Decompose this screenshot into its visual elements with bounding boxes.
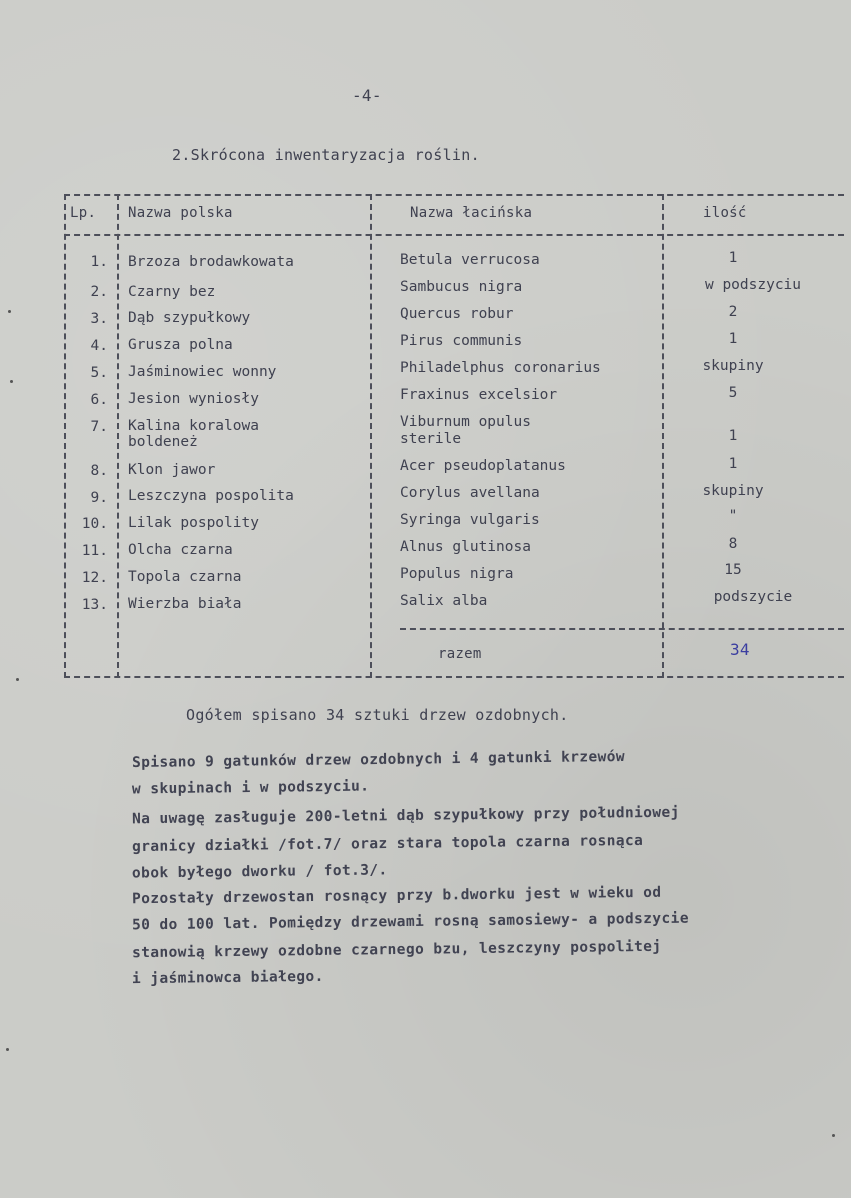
paper-speck [6,1048,9,1051]
row-number: 10. [81,516,108,532]
polish-name: Dąb szypułkowy [128,310,251,326]
polish-name: Leszczyna pospolita [128,488,294,504]
polish-name: Wierzba biała [128,596,242,612]
quantity: 1 [728,250,738,266]
row-number: 9. [90,490,108,506]
latin-name: Syringa vulgaris [400,512,540,528]
column-header-quantity: ilość [703,205,747,221]
row-number: 4. [90,338,108,354]
latin-name: Salix alba [400,593,488,609]
total-label: razem [438,646,482,662]
latin-name-continued: sterile [400,431,462,447]
paragraph-line: Pozostały drzewostan rosnący przy b.dworku jest w wieku od [131,884,662,908]
column-header-polish: Nazwa polska [128,205,233,221]
row-number: 11. [81,543,108,559]
latin-name: Sambucus nigra [400,279,523,295]
latin-name: Alnus glutinosa [400,539,531,555]
polish-name: Kalina koralowa [128,418,259,434]
paper-speck [10,380,13,383]
paragraph-line: Spisano 9 gatunków drzew ozdobnych i 4 gatunki krzewów [131,748,626,772]
quantity: w podszyciu [704,277,802,293]
quantity: 15 [724,562,742,578]
table-left-border [64,194,66,678]
polish-name: Grusza polna [128,337,233,353]
row-number: 1. [90,254,108,270]
polish-name: Klon jawor [128,462,216,478]
polish-name: Czarny bez [128,284,216,300]
latin-name: Quercus robur [400,306,514,322]
paragraph-line: w skupinach i w podszyciu. [131,778,370,798]
paragraph-line: 50 do 100 lat. Pomiędzy drzewami rosną samosiewy- a podszycie [131,910,689,934]
paragraph-line: stanowią krzewy ozdobne czarnego bzu, leszczyny pospolitej [131,938,662,962]
paragraph-line: granicy działki /fot.7/ oraz stara topola czarna rosnąca [131,832,644,856]
latin-name: Fraxinus excelsior [400,387,558,403]
polish-name: Olcha czarna [128,542,233,558]
row-number: 3. [90,311,108,327]
latin-name: Viburnum opulus [400,414,531,430]
quantity: podszycie [713,589,793,605]
polish-name: Brzoza brodawkowata [128,254,294,270]
quantity: 2 [728,304,738,320]
row-number: 12. [81,570,108,586]
quantity: 1 [728,428,738,444]
summary-line: Ogółem spisano 34 sztuki drzew ozdobnych. [186,706,569,724]
latin-name: Acer pseudoplatanus [400,458,566,474]
row-number: 13. [81,597,108,613]
table-bottom-border [64,676,844,678]
latin-name: Pirus communis [400,333,523,349]
quantity: 1 [728,456,738,472]
row-number: 2. [90,284,108,300]
total-value: 34 [730,640,750,659]
paragraph-line: obok byłego dworku / fot.3/. [131,862,388,882]
polish-name: Jesion wyniosły [128,391,259,407]
column-header-lp: Lp. [70,205,97,221]
paper-speck [8,310,11,313]
polish-name-continued: boldeneż [128,434,198,450]
quantity: skupiny [702,483,764,499]
row-number: 6. [90,392,108,408]
row-number: 5. [90,365,108,381]
latin-name: Populus nigra [400,566,514,582]
polish-name: Topola czarna [128,569,242,585]
quantity: skupiny [702,358,764,374]
latin-name: Betula verrucosa [400,252,540,268]
paper-speck [832,1134,835,1137]
quantity: 1 [728,331,738,347]
paragraph-line: Na uwagę zasługuje 200-letni dąb szypułkowy przy południowej [131,804,680,828]
page-number: -4- [352,86,382,105]
row-number: 8. [90,463,108,479]
column-header-latin: Nazwa łacińska [410,205,533,221]
polish-name: Jaśminowiec wonny [128,364,277,380]
quantity: 5 [728,385,738,401]
quantity: " [728,508,738,524]
table-header-border [64,234,844,236]
column-divider-latin [662,194,664,678]
latin-name: Philadelphus coronarius [400,360,601,376]
table-total-border [400,628,844,630]
paper-speck [16,678,19,681]
column-divider-polish [370,194,372,678]
polish-name: Lilak pospolity [128,515,259,531]
section-heading: 2.Skrócona inwentaryzacja roślin. [172,146,480,164]
latin-name: Corylus avellana [400,485,540,501]
quantity: 8 [728,536,738,552]
row-number: 7. [90,419,108,435]
paragraph-line: i jaśminowca białego. [131,968,324,988]
column-divider-lp [117,194,119,678]
table-top-border [64,194,844,196]
